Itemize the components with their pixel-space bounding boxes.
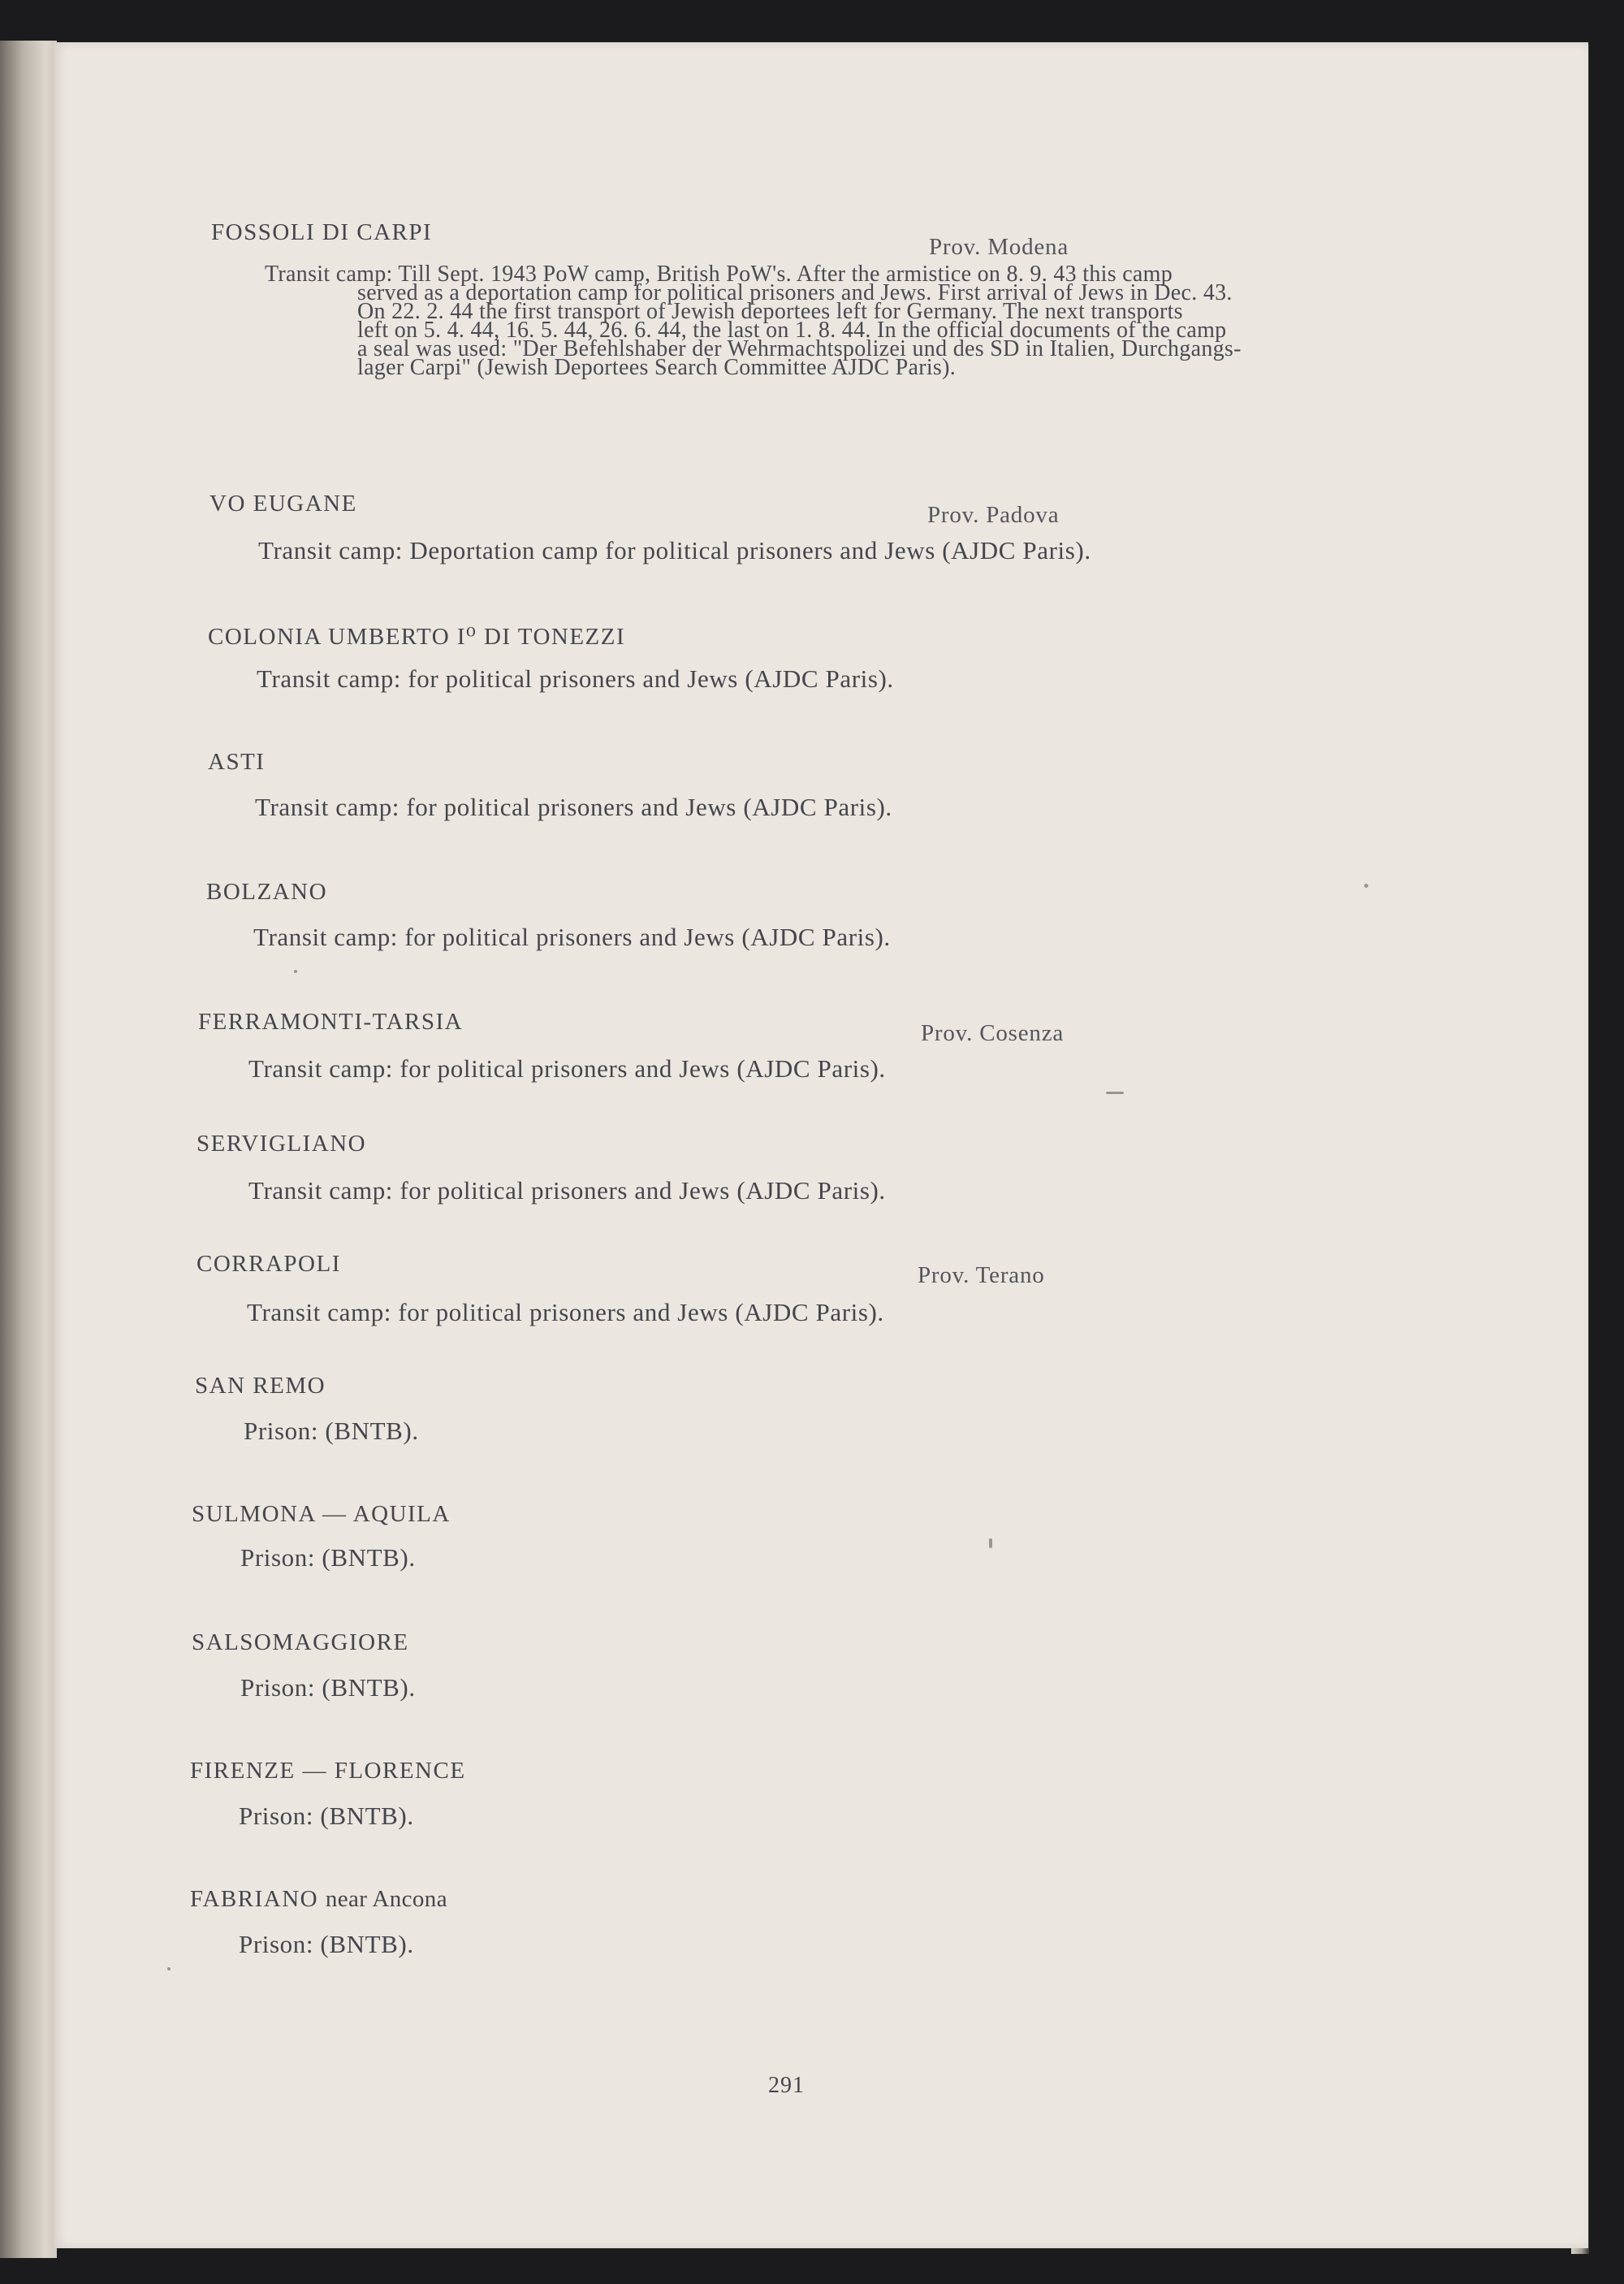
- place-name: SALSOMAGGIORE: [192, 1629, 409, 1655]
- entry-description: Transit camp: for political prisoners and Jews (AJDC Paris).: [247, 1298, 884, 1326]
- place-name: FIRENZE — FLORENCE: [190, 1758, 466, 1784]
- place-name: BOLZANO: [206, 879, 328, 905]
- paper-speck: [1364, 884, 1368, 888]
- entry-description: Prison: (BNTB).: [244, 1417, 419, 1445]
- paper-speck: [1106, 1092, 1124, 1094]
- province-label: Prov. Modena: [929, 234, 1069, 260]
- entry-description: Prison: (BNTB).: [239, 1802, 414, 1830]
- place-name-suffix: near Ancona: [325, 1886, 447, 1912]
- entry-description: Transit camp: Deportation camp for political prisoners and Jews (AJDC Paris).: [258, 536, 1091, 565]
- entry-description: Prison: (BNTB).: [240, 1673, 416, 1702]
- page-number: 291: [768, 2073, 805, 2098]
- province-label: Prov. Cosenza: [921, 1020, 1065, 1046]
- entry-description: Prison: (BNTB).: [240, 1543, 416, 1572]
- place-name: COLONIA UMBERTO I⁰ DI TONEZZI: [208, 624, 626, 650]
- place-name: CORRAPOLI: [197, 1251, 341, 1277]
- page-edge-left: [0, 41, 57, 2258]
- entry-description: Prison: (BNTB).: [239, 1930, 414, 1958]
- description-line: On 22. 2. 44 the first transport of Jewish deportees left for Germany. The next transports: [357, 299, 1183, 324]
- province-label: Prov. Terano: [918, 1262, 1045, 1288]
- place-name: FOSSOLI DI CARPI: [211, 219, 433, 245]
- paper-speck: [294, 970, 297, 973]
- description-line: left on 5. 4. 44, 16. 5. 44, 26. 6. 44, the last on 1. 8. 44. In the official documents of the camp: [357, 318, 1227, 343]
- entry-description: Transit camp: for political prisoners and Jews (AJDC Paris).: [255, 793, 892, 821]
- place-name: SULMONA — AQUILA: [192, 1501, 451, 1527]
- entry-description: Transit camp: for political prisoners and Jews (AJDC Paris).: [257, 664, 894, 693]
- entry-description: Transit camp: for political prisoners and Jews (AJDC Paris).: [248, 1054, 886, 1083]
- place-name: SAN REMO: [195, 1373, 326, 1399]
- entry-description: Transit camp: for political prisoners and Jews (AJDC Paris).: [253, 923, 891, 951]
- entry-description: Transit camp: for political prisoners and Jews (AJDC Paris).: [248, 1176, 886, 1205]
- place-name: VO EUGANE: [209, 491, 357, 517]
- place-name-main: FABRIANO: [190, 1886, 319, 1912]
- description-line: a seal was used: "Der Befehlshaber der Wehrmachtspolizei und des SD in Italien, Durchgangs-: [357, 336, 1242, 361]
- place-name: ASTI: [208, 749, 266, 775]
- paper-speck: [989, 1538, 992, 1548]
- description-line: served as a deportation camp for political prisoners and Jews. First arrival of Jews in Dec. 43.: [357, 280, 1233, 305]
- province-label: Prov. Padova: [927, 502, 1060, 528]
- entry-description: [265, 262, 1242, 380]
- description-line: Transit camp: Till Sept. 1943 PoW camp, British PoW's. After the armistice on 8. 9. 43 this camp: [265, 262, 1173, 287]
- place-name: FERRAMONTI-TARSIA: [198, 1009, 464, 1035]
- description-line: lager Carpi" (Jewish Deportees Search Committee AJDC Paris).: [357, 355, 957, 380]
- book-page: [54, 42, 1588, 2248]
- place-name: SERVIGLIANO: [197, 1131, 367, 1157]
- paper-speck: [167, 1967, 171, 1970]
- place-name: [190, 1886, 447, 1913]
